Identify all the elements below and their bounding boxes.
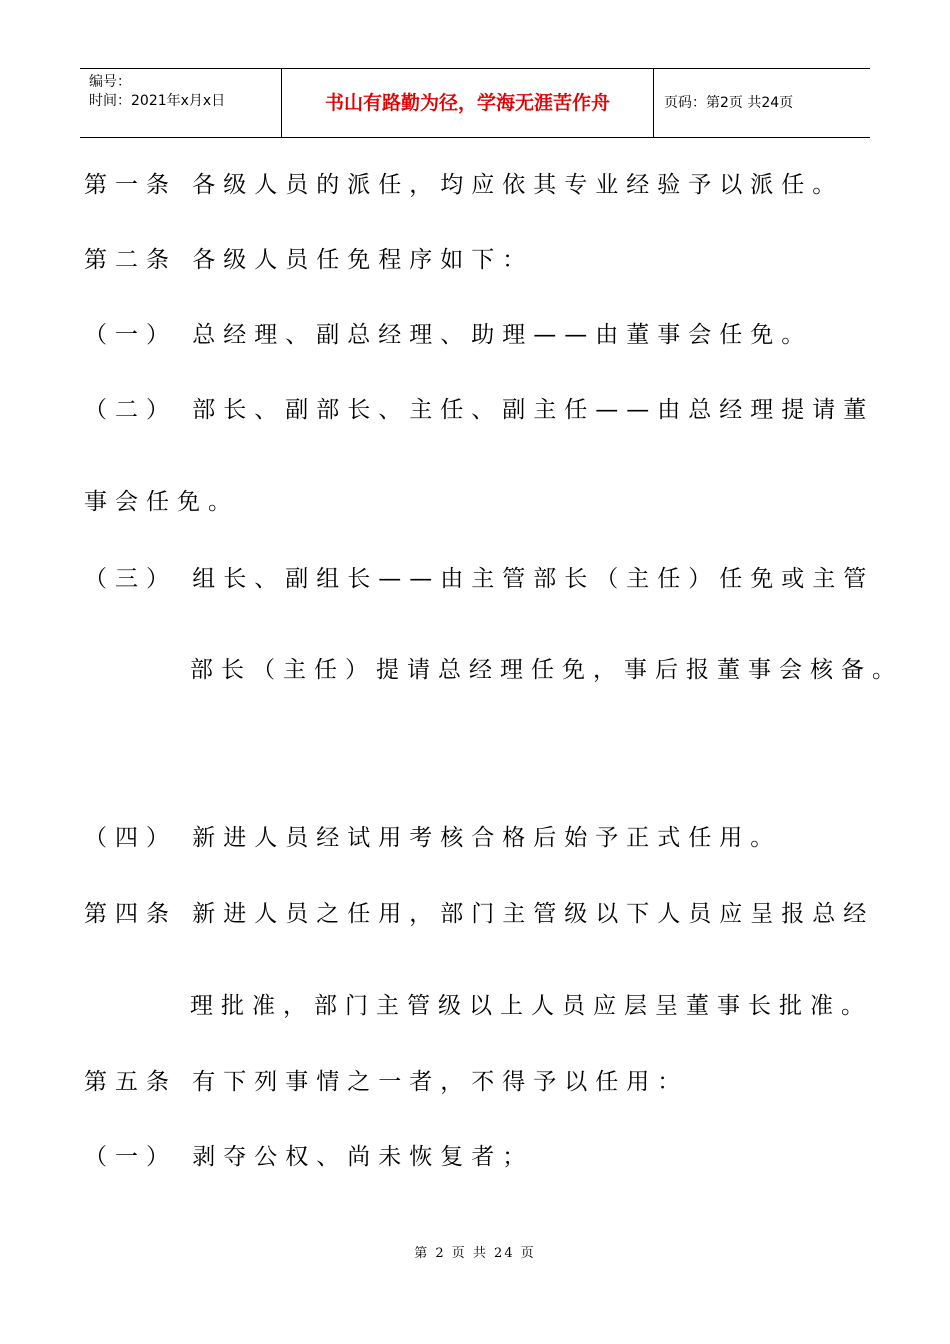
- header-meta-cell: [80, 69, 281, 137]
- header-page-cell: [654, 69, 870, 137]
- header-page-code: 页码：第2页 共24页: [664, 95, 794, 111]
- document-header: [80, 68, 870, 138]
- header-motto-cell: [281, 69, 654, 137]
- document-number-label: 编号：: [89, 74, 131, 90]
- article-5-item-1: （一） 剥夺公权、尚未恢复者；: [84, 1144, 534, 1170]
- article-4: 第四条 新进人员之任用，部门主管级以下人员应呈报总经: [84, 901, 875, 927]
- article-2: 第二条 各级人员任免程序如下：: [84, 247, 534, 273]
- article-2-item-4: （四） 新进人员经试用考核合格后始予正式任用。: [84, 825, 782, 851]
- article-2-item-2: （二） 部长、副部长、主任、副主任——由总经理提请董: [84, 397, 875, 423]
- article-2-item-2-cont: 事会任免。: [84, 489, 239, 515]
- document-time-label: 时间：2021年x月x日: [89, 93, 226, 109]
- article-4-cont: 理批准，部门主管级以上人员应层呈董事长批准。: [190, 993, 872, 1019]
- motto-text: 书山有路勤为径，学海无涯苦作舟: [324, 92, 610, 114]
- article-2-item-1: （一） 总经理、副总经理、助理——由董事会任免。: [84, 322, 813, 348]
- article-2-item-3: （三） 组长、副组长——由主管部长（主任）任免或主管: [84, 566, 875, 592]
- article-1: 第一条 各级人员的派任，均应依其专业经验予以派任。: [84, 172, 844, 198]
- article-2-item-3-cont: 部长（主任）提请总经理任免，事后报董事会核备。: [190, 657, 903, 683]
- page-footer: 第 2 页 共 24 页: [414, 1246, 536, 1261]
- article-5: 第五条 有下列事情之一者，不得予以任用：: [84, 1069, 689, 1095]
